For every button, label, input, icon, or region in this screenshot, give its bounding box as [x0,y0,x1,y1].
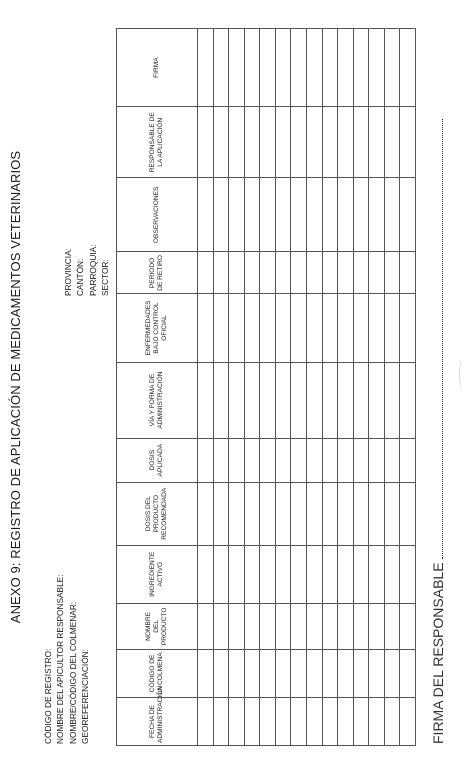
table-cell[interactable] [244,252,260,294]
table-cell[interactable] [229,438,245,482]
header-enfermedades: ENFERMEDADES BAJO CONTROL OFICIAL [117,294,198,362]
table-cell[interactable] [198,545,214,603]
table-row [338,29,354,746]
table-cell[interactable] [260,362,276,438]
table-cell[interactable] [291,294,307,362]
table-cell[interactable] [322,252,338,294]
table-cell[interactable] [353,29,369,107]
field-provincia: PROVINCIA: [63,248,73,296]
table-cell[interactable] [244,438,260,482]
table-body [198,29,416,746]
table-cell[interactable] [384,178,400,252]
table-cell[interactable] [369,603,385,649]
table-cell[interactable] [275,362,291,438]
table-cell[interactable] [260,697,276,745]
table-cell[interactable] [244,29,260,107]
table-cell[interactable] [260,178,276,252]
table-cell[interactable] [322,362,338,438]
header-periodo-retiro: PERIODO DE RETIRO [117,252,198,294]
table-cell[interactable] [353,545,369,603]
table-cell[interactable] [400,294,416,362]
table-cell[interactable] [213,294,229,362]
table-cell[interactable] [244,482,260,545]
field-apicultor-responsable: NOMBRE DEL APICULTOR RESPONSABLE: [55,574,66,744]
table-cell[interactable] [198,29,214,107]
table-cell[interactable] [260,252,276,294]
table-cell[interactable] [275,649,291,697]
table-cell[interactable] [353,294,369,362]
header-fecha: FECHA DE ADMINISTRACIÓN [117,697,198,745]
table-cell[interactable] [322,545,338,603]
table-cell[interactable] [244,649,260,697]
table-cell[interactable] [213,107,229,178]
table-row [275,29,291,746]
table-cell[interactable] [213,649,229,697]
header-ingrediente-activo: INGREDIENTE ACTIVO [117,545,198,603]
table-cell[interactable] [229,107,245,178]
table-cell[interactable] [322,178,338,252]
table-cell[interactable] [198,294,214,362]
signature-line [430,119,446,744]
table-cell[interactable] [275,294,291,362]
table-header-row [117,29,198,746]
field-colmenar: NOMBRE/CÓDIGO DEL COLMENAR: [67,601,78,744]
table-cell[interactable] [338,482,354,545]
table-cell[interactable] [369,252,385,294]
table-cell[interactable] [353,107,369,178]
table-cell[interactable] [306,362,322,438]
field-sector: SECTOR: [100,259,111,296]
table-cell[interactable] [306,252,322,294]
table-row [384,29,400,746]
table-cell[interactable] [213,178,229,252]
table-cell[interactable] [244,107,260,178]
table-cell[interactable] [306,438,322,482]
table-cell[interactable] [244,294,260,362]
table-cell[interactable] [291,438,307,482]
table-cell[interactable] [275,545,291,603]
table-cell[interactable] [198,252,214,294]
header-codigo-colmena: CÓDIGO DE LA COLMENA [117,649,198,697]
table-cell[interactable] [306,29,322,107]
table-cell[interactable] [384,362,400,438]
table-cell[interactable] [260,649,276,697]
table-cell[interactable] [275,252,291,294]
table-cell[interactable] [213,29,229,107]
table-cell[interactable] [260,107,276,178]
table-cell[interactable] [338,697,354,745]
table-cell[interactable] [260,438,276,482]
signature-dotted-line[interactable] [441,119,443,559]
table-cell[interactable] [291,107,307,178]
table-cell[interactable] [244,697,260,745]
table-cell[interactable] [338,362,354,438]
table-cell[interactable] [353,438,369,482]
table-cell[interactable] [198,603,214,649]
table-cell[interactable] [260,603,276,649]
table-cell[interactable] [229,362,245,438]
header-fields-right [62,245,112,296]
table-cell[interactable] [306,649,322,697]
table-row [369,29,385,746]
table-cell[interactable] [260,29,276,107]
table-cell[interactable] [244,603,260,649]
header-dosis-recomendada: DOSIS DEL PRODUCTO RECOMENDADA [117,482,198,545]
table-cell[interactable] [338,107,354,178]
table-cell[interactable] [244,545,260,603]
table-cell[interactable] [400,603,416,649]
table-cell[interactable] [213,697,229,745]
table-cell[interactable] [338,178,354,252]
table-cell[interactable] [384,603,400,649]
table-cell[interactable] [369,294,385,362]
table-cell[interactable] [384,438,400,482]
header-firma: FIRMA [117,29,198,107]
table-cell[interactable] [384,545,400,603]
table-cell[interactable] [213,362,229,438]
table-cell[interactable] [384,294,400,362]
table-cell[interactable] [229,697,245,745]
table-row [353,29,369,746]
table-cell[interactable] [400,29,416,107]
table-cell[interactable] [353,362,369,438]
table-cell[interactable] [229,252,245,294]
table-row [198,29,214,746]
table-cell[interactable] [338,649,354,697]
field-codigo-registro: CÓDIGO DE REGISTRO: [43,648,53,744]
table-cell[interactable] [353,178,369,252]
table-cell[interactable] [213,252,229,294]
table-cell[interactable] [338,29,354,107]
table-cell[interactable] [229,29,245,107]
table-cell[interactable] [198,362,214,438]
table-cell[interactable] [369,482,385,545]
table-cell[interactable] [306,545,322,603]
table-cell[interactable] [291,603,307,649]
table-cell[interactable] [306,482,322,545]
table-cell[interactable] [369,697,385,745]
table-cell[interactable] [291,178,307,252]
table-cell[interactable] [400,482,416,545]
table-cell[interactable] [384,252,400,294]
table-cell[interactable] [260,482,276,545]
header-observaciones: OBSERVACIONES [117,178,198,252]
table-cell[interactable] [306,178,322,252]
table-cell[interactable] [369,29,385,107]
table-cell[interactable] [291,482,307,545]
table-cell[interactable] [322,649,338,697]
table-cell[interactable] [213,545,229,603]
table-cell[interactable] [322,603,338,649]
table-cell[interactable] [369,545,385,603]
table-cell[interactable] [338,603,354,649]
table-row [400,29,416,746]
table-cell[interactable] [338,252,354,294]
table-cell[interactable] [306,603,322,649]
table-row [306,29,322,746]
table-cell[interactable] [213,603,229,649]
table-cell[interactable] [400,697,416,745]
table-cell[interactable] [198,178,214,252]
table-cell[interactable] [229,603,245,649]
table-cell[interactable] [353,697,369,745]
table-cell[interactable] [229,649,245,697]
table-cell[interactable] [275,29,291,107]
table-cell[interactable] [369,362,385,438]
table-cell[interactable] [198,649,214,697]
table-cell[interactable] [306,107,322,178]
table-row [322,29,338,746]
table-cell[interactable] [400,545,416,603]
field-canton: CANTÓN: [75,258,86,296]
scan-mark [459,360,465,390]
table-cell[interactable] [275,603,291,649]
table-cell[interactable] [400,649,416,697]
table-cell[interactable] [198,482,214,545]
table-cell[interactable] [322,107,338,178]
table-cell[interactable] [384,649,400,697]
table-cell[interactable] [306,697,322,745]
table-cell[interactable] [229,482,245,545]
table-cell[interactable] [322,438,338,482]
table-cell[interactable] [229,545,245,603]
table-cell[interactable] [322,697,338,745]
table-cell[interactable] [338,438,354,482]
table-cell[interactable] [353,603,369,649]
table-cell[interactable] [275,178,291,252]
table-cell[interactable] [244,362,260,438]
table-cell[interactable] [338,294,354,362]
table-row [260,29,276,746]
table-cell[interactable] [369,649,385,697]
header-dosis-aplicada: DOSIS APLICADA [117,438,198,482]
table-cell[interactable] [275,482,291,545]
table-cell[interactable] [400,438,416,482]
table-cell[interactable] [400,362,416,438]
table-cell[interactable] [338,545,354,603]
table-cell[interactable] [260,294,276,362]
table-cell[interactable] [353,482,369,545]
table-row [213,29,229,746]
table-cell[interactable] [384,482,400,545]
table-cell[interactable] [400,252,416,294]
table-cell[interactable] [198,697,214,745]
table-cell[interactable] [244,178,260,252]
registro-table [116,28,416,746]
table-cell[interactable] [384,107,400,178]
signature-label: FIRMA DEL RESPONSABLE [430,562,446,744]
field-parroquia: PARROQUIA: [87,244,98,296]
table-cell[interactable] [291,29,307,107]
header-fields-left [42,574,92,744]
field-georeferenciacion: GEOREFERENCIACIÓN: [80,649,91,744]
table-cell[interactable] [400,178,416,252]
table-cell[interactable] [198,438,214,482]
header-nombre-producto: NOMBRE DEL PRODUCTO [117,603,198,649]
table-cell[interactable] [213,482,229,545]
table-cell[interactable] [369,178,385,252]
table-cell[interactable] [229,178,245,252]
header-via-forma: VÍA Y FORMA DE ADMINISTRACIÓN [117,362,198,438]
form-title: ANEXO 9: REGISTRO DE APLICACIÓN DE MEDICAMENTOS VETERINARIOS [8,150,23,624]
table-cell[interactable] [229,294,245,362]
table-cell[interactable] [275,438,291,482]
table-cell[interactable] [322,482,338,545]
table-row [244,29,260,746]
table-cell[interactable] [275,697,291,745]
table-cell[interactable] [291,252,307,294]
table-cell[interactable] [322,294,338,362]
table-cell[interactable] [306,294,322,362]
table-cell[interactable] [213,438,229,482]
table-cell[interactable] [260,545,276,603]
table-cell[interactable] [291,362,307,438]
table-row [291,29,307,746]
table-cell[interactable] [384,29,400,107]
table-cell[interactable] [291,649,307,697]
table-cell[interactable] [384,697,400,745]
table-row [229,29,245,746]
table-cell[interactable] [291,697,307,745]
table-cell[interactable] [198,107,214,178]
table-cell[interactable] [353,649,369,697]
header-responsable: RESPONSABLE DE LA APLICACIÓN [117,107,198,178]
table-cell[interactable] [369,107,385,178]
table-cell[interactable] [353,252,369,294]
table-cell[interactable] [291,545,307,603]
table-cell[interactable] [275,107,291,178]
table-cell[interactable] [400,107,416,178]
table-cell[interactable] [322,29,338,107]
table-cell[interactable] [369,438,385,482]
